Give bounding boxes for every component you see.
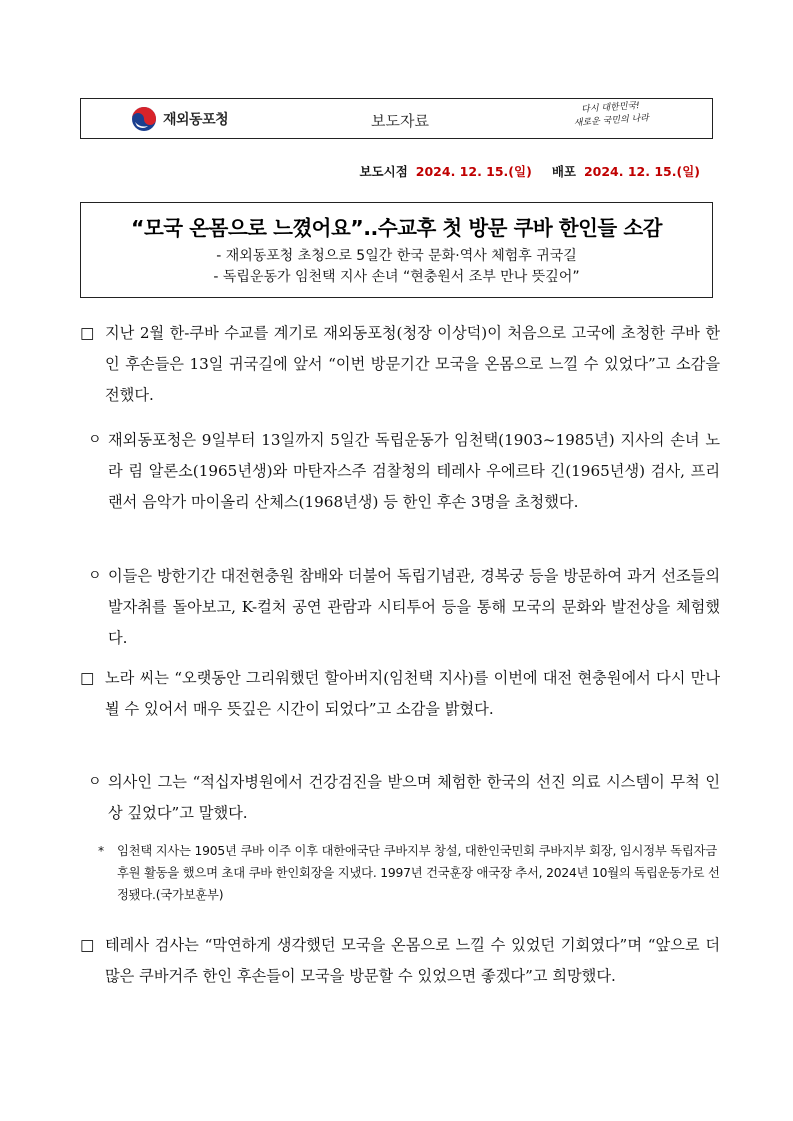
checkbox-marker: □ [80, 669, 95, 687]
paragraph-6-text: 테레사 검사는 “막연하게 생각했던 모국을 온몸으로 느낄 수 있었던 기회였다”며 “앞으로 더 많은 쿠바거주 한인 후손들이 모국을 방문할 수 있었으면 좋겠다”고 희망했다. [105, 936, 720, 985]
paragraph-4-text: 노라 씨는 “오랫동안 그리워했던 할아버지(임천택 지사)를 이번에 대전 현충원에서 다시 만나 뵐 수 있어서 매우 뜻깊은 시간이 되었다”고 소감을 밝혔다. [105, 669, 720, 718]
paragraph-1 [80, 318, 720, 411]
paragraph-4 [80, 663, 720, 725]
paragraph-5 [88, 767, 720, 829]
headline-sub-1: - 재외동포청 초청으로 5일간 한국 문화·역사 체험후 귀국길 [216, 248, 577, 264]
paragraph-3 [88, 561, 720, 654]
header-box [80, 98, 713, 139]
slogan-line-1: 다시 대한민국! [580, 100, 641, 116]
headline-sub-2: - 독립운동가 임천택 지사 손녀 “현충원서 조부 만나 뜻깊어” [213, 269, 580, 285]
agency-logo [131, 107, 228, 131]
bullet-marker: ㅇ [88, 774, 102, 790]
footnote-text: 임천택 지사는 1905년 쿠바 이주 이후 대한애국단 쿠바지부 창설, 대한인국민회 쿠바지부 회장, 임시정부 독립자금 후원 활동을 했으며 초대 쿠바 한인회장을 지냈다. 1997년 건국훈장 애국장 추서, 2024년 10월의 독립운동가로 선정됐다.(국가보훈부) [117, 844, 720, 902]
bullet-marker: ㅇ [88, 432, 102, 448]
distribution-value: 2024. 12. 15.(일) [583, 164, 700, 179]
taegeuk-icon [131, 106, 157, 132]
checkbox-marker: □ [80, 936, 95, 954]
release-value: 2024. 12. 15.(일) [415, 164, 532, 179]
bullet-marker: ㅇ [88, 568, 102, 584]
paragraph-3-text: 이들은 방한기간 대전현충원 참배와 더불어 독립기념관, 경복궁 등을 방문하여 과거 선조들의 발자취를 돌아보고, K-컬처 공연 관람과 시티투어 등을 통해 모국의 문화와 발전상을 체험했다. [108, 567, 720, 647]
distribution-label: 배포 [551, 164, 576, 179]
agency-name: 재외동포청 [163, 112, 229, 128]
footnote [98, 840, 724, 906]
headline-title: “모국 온몸으로 느꼈어요”..수교후 첫 방문 쿠바 한인들 소감 [131, 216, 662, 240]
release-dates [359, 162, 700, 180]
footnote-marker: * [98, 844, 104, 858]
paragraph-5-text: 의사인 그는 “적십자병원에서 건강검진을 받으며 체험한 한국의 선진 의료 시스템이 무척 인상 깊었다”고 말했다. [108, 773, 720, 822]
checkbox-marker: □ [80, 324, 95, 342]
paragraph-2-text: 재외동포청은 9일부터 13일까지 5일간 독립운동가 임천택(1903~1985년) 지사의 손녀 노라 림 알론소(1965년생)와 마탄자스주 검찰청의 테레사 우에르타 긴(1965년생) 검사, 프리랜서 음악가 마이올리 산체스(1968년생) 등 한인 후손 3명을 초청했다. [108, 431, 720, 511]
paragraph-2 [88, 425, 720, 518]
headline-box [80, 202, 713, 298]
paragraph-1-text: 지난 2월 한-쿠바 수교를 계기로 재외동포청(청장 이상덕)이 처음으로 고국에 초청한 쿠바 한인 후손들은 13일 귀국길에 앞서 “이번 방문기간 모국을 온몸으로 느낄 수 있었다”고 소감을 전했다. [105, 324, 720, 404]
paragraph-6 [80, 930, 720, 992]
release-label: 보도시점 [359, 164, 408, 179]
slogan [560, 99, 662, 132]
doc-type: 보도자료 [371, 112, 429, 130]
slogan-line-2: 새로운 국민의 나라 [573, 113, 650, 129]
